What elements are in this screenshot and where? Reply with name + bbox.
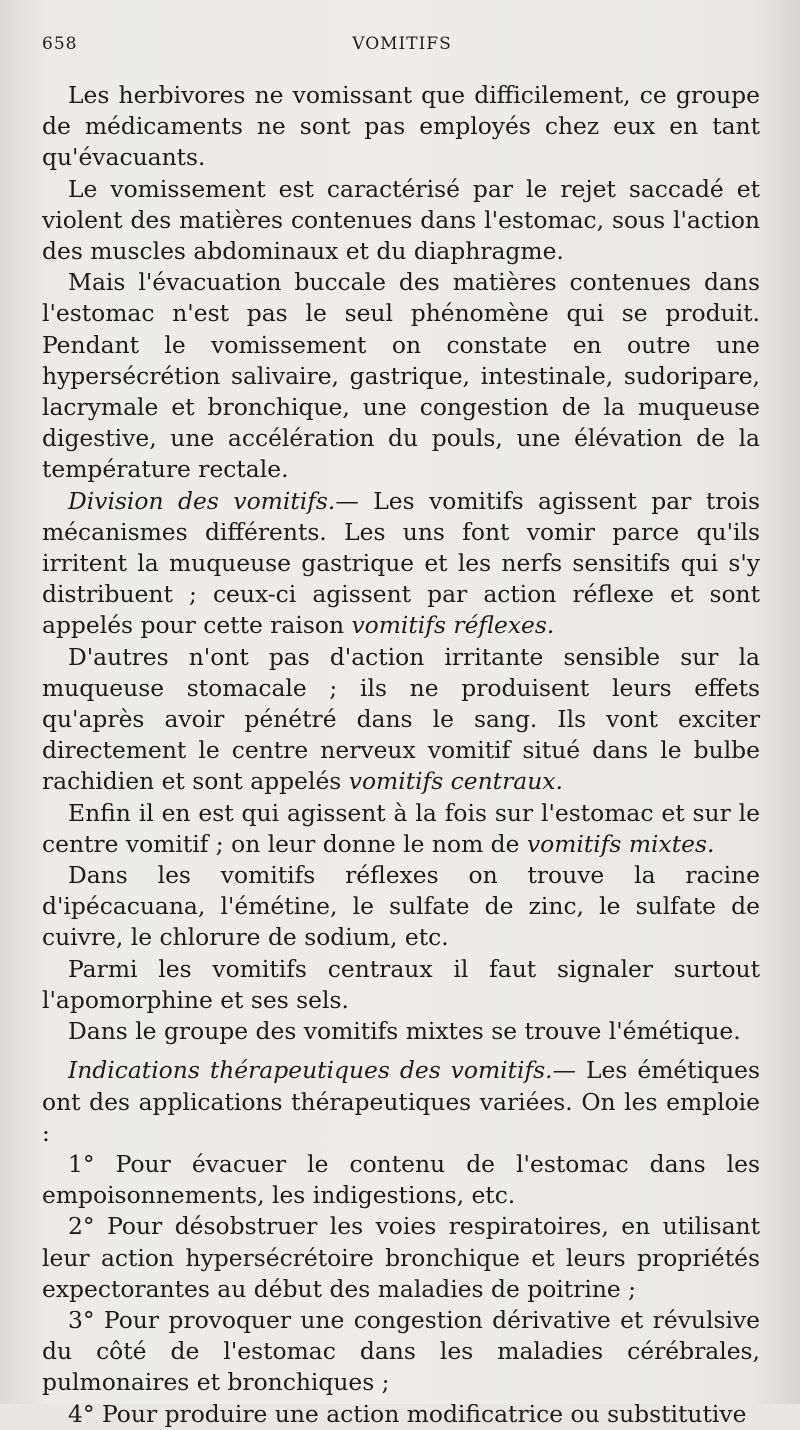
paragraph-text: Parmi les vomitifs centraux il faut signaler surtout l'apomorphine et ses sels. bbox=[42, 954, 760, 1014]
paragraph bbox=[42, 860, 760, 954]
list-item bbox=[42, 1211, 760, 1305]
paragraph-text: 2° Pour désobstruer les voies respiratoires, en utilisant leur action hypersécrétoire bronchique et leurs propriétés expectorantes au début des maladies de poitrine ; bbox=[42, 1212, 760, 1303]
list-item bbox=[42, 1399, 760, 1430]
paragraph bbox=[42, 174, 760, 268]
paragraph-text: Le vomissement est caractérisé par le rejet saccadé et violent des matières contenues dans l'estomac, sous l'action des muscles abdominaux et du diaphragme. bbox=[42, 174, 760, 266]
paragraph-text: 4° Pour produire une action modificatrice ou substitutive bbox=[68, 1399, 747, 1428]
section-heading: Division des vomitifs. bbox=[68, 486, 336, 515]
paragraph-text: 1° Pour évacuer le contenu de l'estomac dans les empoisonnements, les indigestions, etc. bbox=[42, 1149, 760, 1210]
paragraph bbox=[42, 486, 760, 642]
page-header bbox=[42, 34, 762, 58]
paragraph bbox=[42, 954, 760, 1016]
paragraph-text: Les herbivores ne vomissant que difficilement, ce groupe de médicaments ne sont pas employés chez eux en tant qu'évacuants. bbox=[42, 81, 760, 172]
paragraph bbox=[42, 1055, 760, 1149]
section-heading: Indications thérapeutiques des vomitifs. bbox=[68, 1056, 553, 1085]
page-number: 658 bbox=[42, 34, 78, 54]
paragraph-text: Dans le groupe des vomitifs mixtes se trouve l'émétique. bbox=[68, 1017, 741, 1046]
paragraph-text: D'autres n'ont pas d'action irritante sensible sur la muqueuse stomacale ; ils ne produisent leurs effets qu'après avoir pénétré dans le sang. Ils vont exciter directement le centre nerveux vomitif situé dans le bulbe rachidien et sont appelés bbox=[42, 642, 760, 796]
body-text bbox=[42, 80, 760, 1430]
running-title: VOMITIFS bbox=[352, 34, 452, 54]
paragraph bbox=[42, 642, 760, 798]
paragraph-text: — Les vomitifs agissent par trois mécanismes différents. Les uns font vomir parce qu'ils irritent la muqueuse gastrique et les nerfs sensitifs qui s'y distribuent ; ceux-ci agissent par action réflexe et sont appelés pour cette raison bbox=[42, 486, 761, 640]
paragraph-text: Enfin il en est qui agissent à la fois sur l'estomac et sur le centre vomitif ; on leur donne le nom de bbox=[42, 798, 760, 858]
paragraph bbox=[42, 1016, 760, 1047]
paragraph bbox=[42, 267, 760, 485]
paragraph-text: Dans les vomitifs réflexes on trouve la racine d'ipécacuana, l'émétine, le sulfate de zinc, le sulfate de cuivre, le chlorure de sodium, etc. bbox=[42, 861, 760, 952]
italic-term: vomitifs mixtes. bbox=[526, 829, 715, 858]
paragraph bbox=[42, 80, 760, 174]
paragraph-text: — Les émétiques ont des applications thérapeutiques variées. On les emploie : bbox=[42, 1056, 760, 1147]
paragraph-text: Mais l'évacuation buccale des matières contenues dans l'estomac n'est pas le seul phénomène qui se produit. Pendant le vomissement on constate en outre une hypersécrétion salivaire, gastrique, intestinale, sudoripare, lacrymale et bronchique, une congestion de la muqueuse digestive, une accélération du pouls, une élévation de la température rectale. bbox=[42, 268, 760, 484]
italic-term: vomitifs centraux. bbox=[348, 767, 563, 796]
list-item bbox=[42, 1305, 760, 1399]
italic-term: vomitifs réflexes. bbox=[351, 611, 555, 640]
list-item bbox=[42, 1149, 760, 1211]
paragraph-text: 3° Pour provoquer une congestion dérivative et révulsive du côté de l'estomac dans les maladies cérébrales, pulmonaires et bronchiques ; bbox=[42, 1305, 760, 1397]
paragraph bbox=[42, 798, 760, 860]
